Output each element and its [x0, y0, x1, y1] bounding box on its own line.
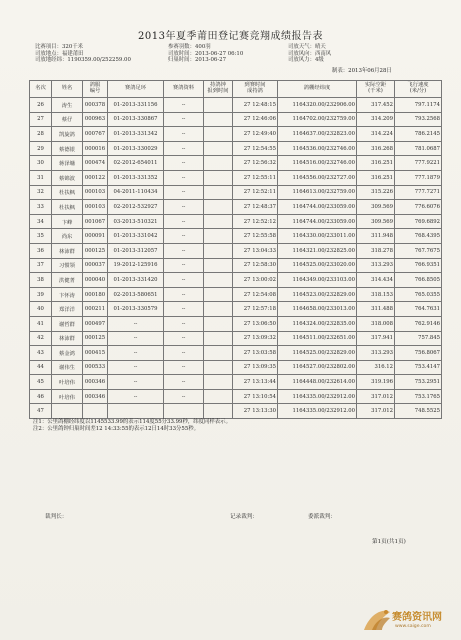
- table-cell: 27 12:55:11: [233, 170, 278, 185]
- table-cell: 01-2013-330029: [108, 141, 164, 156]
- table-cell: 309.569: [357, 200, 395, 215]
- table-cell: 000497: [83, 316, 108, 331]
- column-header: 到赛时间 成持鸽: [233, 81, 278, 98]
- table-cell: 27 12:57:18: [233, 302, 278, 317]
- table-cell: 748.5525: [395, 404, 442, 419]
- table-cell: 1164744.00/233059.00: [278, 214, 357, 229]
- table-cell: 000415: [83, 346, 108, 361]
- table-cell: 27 13:06:50: [233, 316, 278, 331]
- recorder-signature: 记录裁判：: [230, 514, 258, 520]
- table-cell: 000037: [83, 258, 108, 273]
- table-cell: 000378: [83, 98, 108, 113]
- table-row: [30, 170, 442, 185]
- table-cell: [83, 404, 108, 419]
- table-cell: [204, 302, 233, 317]
- table-cell: [204, 170, 233, 185]
- table-row: [30, 302, 442, 317]
- table-cell: 卞峰: [52, 214, 83, 229]
- table-cell: 1164324.00/232835.00: [278, 316, 357, 331]
- table-cell: 314.434: [357, 273, 395, 288]
- footnote-1: 注1：公里鸽棚经纬度以1145533.99的表示114度55分33.99秒，纬度同样表示。: [33, 419, 231, 425]
- table-cell: 01-2013-312057: [108, 243, 164, 258]
- table-cell: 311.488: [357, 302, 395, 317]
- column-header: 赛鸽资料: [164, 81, 204, 98]
- table-cell: 000767: [83, 127, 108, 142]
- table-cell: [204, 185, 233, 200]
- table-cell: [204, 127, 233, 142]
- table-cell: 777.1879: [395, 170, 442, 185]
- table-cell: 35: [30, 229, 52, 244]
- table-cell: 757.845: [395, 331, 442, 346]
- table-cell: 781.0687: [395, 141, 442, 156]
- table-cell: --: [164, 273, 204, 288]
- table-cell: 01-2013-331352: [108, 170, 164, 185]
- table-cell: 41: [30, 316, 52, 331]
- table-cell: 311.948: [357, 229, 395, 244]
- table-cell: 768.4395: [395, 229, 442, 244]
- table-cell: 1164335.00/232912.00: [278, 389, 357, 404]
- table-cell: 27 13:13:44: [233, 375, 278, 390]
- release-coordinates: 司放地经纬：1190359.00/252259.00: [35, 57, 131, 64]
- table-cell: [204, 214, 233, 229]
- table-cell: 01-2013-330579: [108, 302, 164, 317]
- table-cell: 793.2568: [395, 112, 442, 127]
- table-cell: --: [164, 316, 204, 331]
- table-cell: 19-2012-125916: [108, 258, 164, 273]
- table-cell: 765.0355: [395, 287, 442, 302]
- table-cell: [164, 404, 204, 419]
- table-cell: 40: [30, 302, 52, 317]
- table-cell: 38: [30, 273, 52, 288]
- table-cell: 316.251: [357, 170, 395, 185]
- table-cell: --: [164, 360, 204, 375]
- table-cell: 000211: [83, 302, 108, 317]
- table-cell: 1164525.00/233020.00: [278, 258, 357, 273]
- table-cell: 杜扶枫: [52, 200, 83, 215]
- release-weather: 司放天气：晴天: [288, 44, 326, 50]
- table-cell: 000040: [83, 273, 108, 288]
- wind-force: 司放风力：4级: [288, 57, 324, 64]
- table-cell: 27 13:10:54: [233, 389, 278, 404]
- footnote-2: 注2：公里鸽钟归巢时间差12 14:33:55的表示12日14时33分55秒。: [33, 426, 200, 433]
- table-cell: 叶培伟: [52, 389, 83, 404]
- table-cell: 000125: [83, 243, 108, 258]
- table-cell: 313.293: [357, 346, 395, 361]
- table-cell: [204, 156, 233, 171]
- table-cell: 1164525.00/232829.00: [278, 346, 357, 361]
- table-cell: 317.012: [357, 404, 395, 419]
- table-cell: 314.209: [357, 112, 395, 127]
- table-cell: 1164527.00/232802.00: [278, 360, 357, 375]
- table-cell: 316.268: [357, 141, 395, 156]
- table-cell: 777.9221: [395, 156, 442, 171]
- table-cell: 27 13:09:32: [233, 331, 278, 346]
- table-cell: [204, 273, 233, 288]
- table-cell: 769.6892: [395, 214, 442, 229]
- info-column-left: [35, 44, 131, 64]
- table-cell: 谢伟生: [52, 360, 83, 375]
- wind-direction: 司放风向：西南风: [288, 50, 332, 57]
- table-cell: --: [164, 112, 204, 127]
- table-cell: 27 12:52:11: [233, 185, 278, 200]
- race-distance: 比赛项目：320千米: [35, 44, 84, 50]
- column-header: 姓名: [52, 81, 83, 98]
- table-cell: --: [108, 389, 164, 404]
- table-cell: 42: [30, 331, 52, 346]
- table-row: [30, 243, 442, 258]
- table-cell: --: [164, 346, 204, 361]
- table-cell: 000474: [83, 156, 108, 171]
- table-cell: [204, 112, 233, 127]
- column-header: 鸽棚经纬度: [278, 81, 357, 98]
- table-row: [30, 229, 442, 244]
- table-cell: [204, 331, 233, 346]
- table-cell: 000180: [83, 287, 108, 302]
- column-header: 实际空距 (千米): [357, 81, 395, 98]
- table-cell: 1164658.00/233013.00: [278, 302, 357, 317]
- table-cell: 习惯领: [52, 258, 83, 273]
- table-cell: 27 13:03:58: [233, 346, 278, 361]
- table-cell: 000963: [83, 112, 108, 127]
- report-title: 2013年夏季莆田登记赛竞翔成绩报告表: [138, 31, 323, 42]
- table-cell: 27 12:46:06: [233, 112, 278, 127]
- table-cell: 郑洋洋: [52, 302, 83, 317]
- table-cell: --: [164, 98, 204, 113]
- table-cell: 314.224: [357, 127, 395, 142]
- table-cell: 1164448.00/232614.00: [278, 375, 357, 390]
- column-header: 名次: [30, 81, 52, 98]
- table-cell: 蔡金鸿: [52, 346, 83, 361]
- table-cell: 797.1174: [395, 98, 442, 113]
- table-cell: 31: [30, 170, 52, 185]
- table-cell: 01-2013-331342: [108, 127, 164, 142]
- table-cell: 02-2012-654011: [108, 156, 164, 171]
- table-cell: 318.278: [357, 243, 395, 258]
- table-cell: 涛生: [52, 98, 83, 113]
- table-cell: [204, 98, 233, 113]
- table-cell: 000533: [83, 360, 108, 375]
- table-cell: 764.7631: [395, 302, 442, 317]
- table-cell: 313.293: [357, 258, 395, 273]
- footnotes: [33, 419, 231, 433]
- table-row: [30, 404, 442, 419]
- table-cell: 000346: [83, 389, 108, 404]
- table-cell: 315.226: [357, 185, 395, 200]
- table-cell: --: [164, 170, 204, 185]
- release-time: 司放时间：2013-06-27 06:10: [168, 50, 244, 57]
- table-cell: 756.8067: [395, 346, 442, 361]
- column-header: 鸽服 编号: [83, 81, 108, 98]
- table-cell: --: [108, 331, 164, 346]
- release-place: 司放地点：福建莆田: [35, 50, 84, 57]
- table-cell: 32: [30, 185, 52, 200]
- table-row: [30, 127, 442, 142]
- table-cell: 蒋泽墉: [52, 156, 83, 171]
- table-cell: 000125: [83, 331, 108, 346]
- table-cell: 776.6076: [395, 200, 442, 215]
- table-cell: 27 13:13:30: [233, 404, 278, 419]
- table-cell: [204, 229, 233, 244]
- table-cell: 谢哲群: [52, 316, 83, 331]
- info-column-right: [288, 44, 331, 64]
- table-cell: 01-2013-330867: [108, 112, 164, 127]
- table-cell: 786.2145: [395, 127, 442, 142]
- table-cell: 1164556.00/232727.00: [278, 170, 357, 185]
- table-cell: 33: [30, 200, 52, 215]
- table-cell: --: [108, 375, 164, 390]
- table-cell: 000091: [83, 229, 108, 244]
- table-cell: 叶培伟: [52, 375, 83, 390]
- table-cell: [204, 389, 233, 404]
- table-cell: --: [164, 127, 204, 142]
- watermark-url: www.saige.com: [395, 624, 431, 629]
- table-cell: --: [164, 243, 204, 258]
- table-cell: 杜扶枫: [52, 185, 83, 200]
- table-cell: 34: [30, 214, 52, 229]
- table-cell: 27 12:48:15: [233, 98, 278, 113]
- table-cell: 001067: [83, 214, 108, 229]
- table-row: [30, 112, 442, 127]
- table-cell: 30: [30, 156, 52, 171]
- table-cell: 317.452: [357, 98, 395, 113]
- table-cell: 316.12: [357, 360, 395, 375]
- table-cell: 尚东: [52, 229, 83, 244]
- table-cell: 000346: [83, 375, 108, 390]
- table-cell: [108, 404, 164, 419]
- table-cell: 04-2011-110434: [108, 185, 164, 200]
- table-row: [30, 287, 442, 302]
- table-cell: 762.9146: [395, 316, 442, 331]
- table-cell: [204, 360, 233, 375]
- table-cell: 1164744.00/233059.00: [278, 200, 357, 215]
- table-cell: 1164335.00/232912.00: [278, 404, 357, 419]
- table-row: [30, 273, 442, 288]
- table-cell: --: [164, 185, 204, 200]
- table-row: [30, 375, 442, 390]
- table-cell: 01-2013-331042: [108, 229, 164, 244]
- table-cell: 753.4147: [395, 360, 442, 375]
- table-cell: 767.7675: [395, 243, 442, 258]
- table-cell: 蔡德银: [52, 141, 83, 156]
- table-cell: 28: [30, 127, 52, 142]
- table-cell: 1164516.00/232746.00: [278, 156, 357, 171]
- table-cell: 317.012: [357, 389, 395, 404]
- watermark-name: 赛鸽资讯网: [392, 612, 442, 623]
- table-cell: 316.251: [357, 156, 395, 171]
- table-header-row: [30, 81, 442, 98]
- table-cell: 27 12:58:30: [233, 258, 278, 273]
- referee-signature: 裁判长：: [45, 514, 68, 520]
- table-cell: 000016: [83, 141, 108, 156]
- table-cell: 1164511.00/232651.00: [278, 331, 357, 346]
- table-cell: 27: [30, 112, 52, 127]
- table-row: [30, 156, 442, 171]
- table-row: [30, 141, 442, 156]
- table-cell: 林沛群: [52, 243, 83, 258]
- table-cell: 753.1765: [395, 389, 442, 404]
- table-cell: --: [164, 214, 204, 229]
- table-cell: 44: [30, 360, 52, 375]
- table-cell: 37: [30, 258, 52, 273]
- table-cell: 洪健菁: [52, 273, 83, 288]
- return-time: 归巢时间：2013-06-27: [168, 57, 227, 64]
- table-body: [30, 98, 442, 419]
- table-cell: 000122: [83, 170, 108, 185]
- table-cell: 753.2951: [395, 375, 442, 390]
- table-cell: 卞怀涛: [52, 287, 83, 302]
- table-cell: --: [164, 141, 204, 156]
- table-cell: [52, 404, 83, 419]
- table-cell: 1164330.00/233011.00: [278, 229, 357, 244]
- column-header: 赛鸽足环: [108, 81, 164, 98]
- table-cell: [204, 243, 233, 258]
- table-cell: 1164523.00/232829.00: [278, 287, 357, 302]
- table-cell: 766.8505: [395, 273, 442, 288]
- table-row: [30, 214, 442, 229]
- table-cell: 27 12:52:12: [233, 214, 278, 229]
- table-cell: 45: [30, 375, 52, 390]
- table-cell: 27 12:48:37: [233, 200, 278, 215]
- table-cell: 1164702.00/232759.00: [278, 112, 357, 127]
- table-cell: 01-2013-331420: [108, 273, 164, 288]
- table-cell: 27 13:00:02: [233, 273, 278, 288]
- table-cell: 1164349.00/233103.00: [278, 273, 357, 288]
- table-cell: 39: [30, 287, 52, 302]
- table-cell: 777.7271: [395, 185, 442, 200]
- table-cell: 27 12:54:08: [233, 287, 278, 302]
- table-cell: 1164637.00/232823.00: [278, 127, 357, 142]
- results-table: [29, 80, 442, 419]
- table-cell: 03-2013-510321: [108, 214, 164, 229]
- table-cell: --: [108, 316, 164, 331]
- table-cell: 02-2012-532927: [108, 200, 164, 215]
- table-cell: 1164613.00/232759.00: [278, 185, 357, 200]
- table-cell: --: [164, 258, 204, 273]
- table-cell: 01-2013-331156: [108, 98, 164, 113]
- table-cell: --: [164, 389, 204, 404]
- page-number: 第1页(共1页): [372, 539, 406, 545]
- table-cell: 36: [30, 243, 52, 258]
- table-row: [30, 346, 442, 361]
- table-cell: [204, 316, 233, 331]
- table-cell: 26: [30, 98, 52, 113]
- table-cell: 27 12:56:32: [233, 156, 278, 171]
- table-cell: 27 13:04:33: [233, 243, 278, 258]
- column-header: 飞行速度 (米/分): [395, 81, 442, 98]
- table-cell: 319.196: [357, 375, 395, 390]
- table-cell: [204, 200, 233, 215]
- table-cell: 1164320.00/232906.00: [278, 98, 357, 113]
- table-cell: --: [164, 287, 204, 302]
- table-cell: 27 12:49:40: [233, 127, 278, 142]
- table-cell: 318.008: [357, 316, 395, 331]
- table-cell: 林沛群: [52, 331, 83, 346]
- table-cell: [204, 287, 233, 302]
- table-cell: 1164321.00/232825.00: [278, 243, 357, 258]
- table-row: [30, 316, 442, 331]
- table-cell: [204, 404, 233, 419]
- table-cell: 318.153: [357, 287, 395, 302]
- table-cell: 蔡仔: [52, 112, 83, 127]
- table-cell: --: [164, 156, 204, 171]
- table-cell: 43: [30, 346, 52, 361]
- table-cell: [204, 258, 233, 273]
- table-cell: 27 12:54:55: [233, 141, 278, 156]
- table-cell: --: [164, 229, 204, 244]
- table-cell: 46: [30, 389, 52, 404]
- table-row: [30, 360, 442, 375]
- table-cell: 309.569: [357, 214, 395, 229]
- table-cell: 000103: [83, 185, 108, 200]
- table-cell: 47: [30, 404, 52, 419]
- table-cell: 凯旋鸽: [52, 127, 83, 142]
- table-cell: 317.941: [357, 331, 395, 346]
- table-cell: [204, 141, 233, 156]
- table-row: [30, 331, 442, 346]
- table-cell: --: [164, 302, 204, 317]
- table-cell: --: [164, 375, 204, 390]
- table-cell: 02-2013-580651: [108, 287, 164, 302]
- made-date: 制表：2013年06月28日: [332, 68, 392, 74]
- table-cell: 蔡锦波: [52, 170, 83, 185]
- table-cell: 27 13:09:35: [233, 360, 278, 375]
- entry-count: 参赛羽数：400羽: [168, 44, 211, 50]
- table-cell: 27 12:55:58: [233, 229, 278, 244]
- table-cell: [204, 375, 233, 390]
- table-cell: 000103: [83, 200, 108, 215]
- table-cell: 29: [30, 141, 52, 156]
- table-cell: [204, 346, 233, 361]
- table-cell: --: [164, 331, 204, 346]
- table-row: [30, 98, 442, 113]
- table-cell: 1164536.00/232746.00: [278, 141, 357, 156]
- table-row: [30, 389, 442, 404]
- info-column-middle: [168, 44, 243, 64]
- table-cell: --: [108, 346, 164, 361]
- table-cell: --: [108, 360, 164, 375]
- table-row: [30, 200, 442, 215]
- committee-signature: 委派裁判：: [308, 514, 336, 520]
- table-cell: --: [164, 200, 204, 215]
- column-header: 持鸽钟 报到时间: [204, 81, 233, 98]
- table-cell: 766.9351: [395, 258, 442, 273]
- table-row: [30, 185, 442, 200]
- table-row: [30, 258, 442, 273]
